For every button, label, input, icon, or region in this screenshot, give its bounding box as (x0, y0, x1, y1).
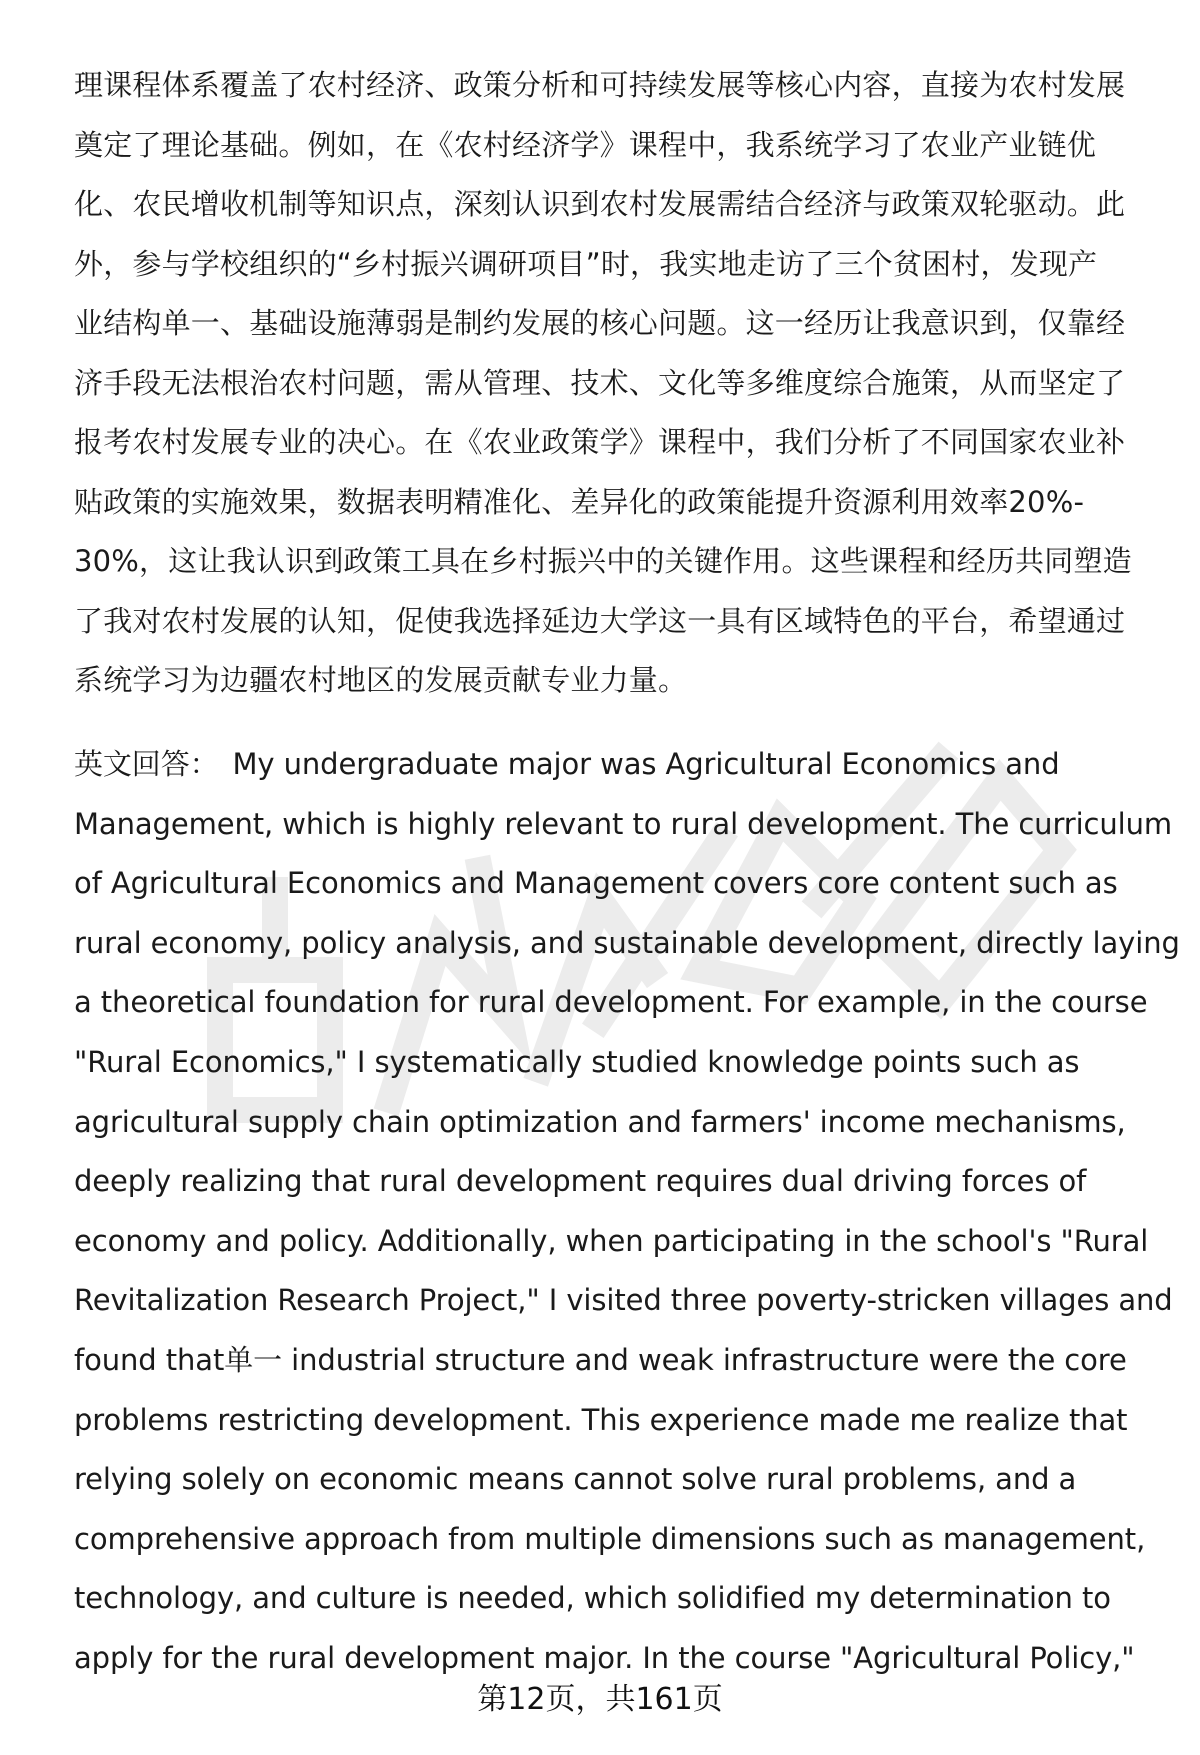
paragraph-line: a theoretical foundation for rural development. For example, in the course (74, 985, 1148, 1020)
english-answer-first-line (74, 735, 1164, 795)
paragraph-line: problems restricting development. This experience made me realize that (74, 1402, 1128, 1437)
paragraph-line: 贴政策的实施效果，数据表明精准化、差异化的政策能提升资源利用效率20%- (74, 484, 1085, 519)
page-number: 第12页，共161页 (477, 1682, 723, 1717)
paragraph-line: 30%，这让我认识到政策工具在乡村振兴中的关键作用。这些课程和经历共同塑造 (74, 544, 1132, 578)
paragraph-line: 济手段无法根治农村问题，需从管理、技术、文化等多维度综合施策，从而坚定了 (74, 365, 1126, 400)
paragraph-line: of Agricultural Economics and Management covers core content such as (74, 866, 1118, 901)
paragraph-line: relying solely on economic means cannot solve rural problems, and a (74, 1462, 1077, 1497)
paragraph-line: comprehensive approach from multiple dimensions such as management, (74, 1521, 1146, 1556)
paragraph-line: 理课程体系覆盖了农村经济、政策分析和可持续发展等核心内容，直接为农村发展 (74, 68, 1126, 102)
paragraph-line: rural economy, policy analysis, and sustainable development, directly laying (74, 925, 1180, 960)
paragraph-line: Revitalization Research Project," I visited three poverty-stricken villages and (74, 1283, 1173, 1318)
paragraph-line: 系统学习为边疆农村地区的发展贡献专业力量。 (74, 663, 688, 697)
paragraph-line: "Rural Economics," I systematically studied knowledge points such as (74, 1044, 1080, 1079)
paragraph-line: My undergraduate major was Agricultural Economics and (232, 747, 1060, 781)
paragraph-line: 化、农民增收机制等知识点，深刻认识到农村发展需结合经济与政策双轮驱动。此 (74, 187, 1126, 221)
page-footer (0, 1680, 1200, 1720)
paragraph-line: deeply realizing that rural development requires dual driving forces of (74, 1164, 1087, 1199)
paragraph-line: 报考农村发展专业的决心。在《农业政策学》课程中，我们分析了不同国家农业补 (74, 425, 1126, 459)
paragraph-line: found that单一 industrial structure and weak infrastructure were the core (74, 1342, 1127, 1377)
chinese-paragraph (74, 56, 1154, 711)
paragraph-line: apply for the rural development major. In the course "Agricultural Policy," (74, 1640, 1135, 1675)
paragraph-line: 外，参与学校组织的“乡村振兴调研项目”时，我实地走访了三个贫困村，发现产 (74, 246, 1098, 281)
paragraph-line: Management, which is highly relevant to rural development. The curriculum (74, 806, 1173, 841)
paragraph-line: economy and policy. Additionally, when participating in the school's "Rural (74, 1223, 1149, 1258)
paragraph-line: agricultural supply chain optimization and farmers' income mechanisms, (74, 1104, 1126, 1139)
paragraph-line: 奠定了理论基础。例如，在《农村经济学》课程中，我系统学习了农业产业链优 (74, 127, 1097, 162)
paragraph-line: technology, and culture is needed, which solidified my determination to (74, 1581, 1111, 1616)
paragraph-line: 了我对农村发展的认知，促使我选择延边大学这一具有区域特色的平台，希望通过 (74, 603, 1126, 638)
english-answer (74, 735, 1180, 1689)
english-answer-label: 英文回答： (74, 747, 219, 781)
paragraph-line: 业结构单一、基础设施薄弱是制约发展的核心问题。这一经历让我意识到，仅靠经 (74, 306, 1126, 340)
